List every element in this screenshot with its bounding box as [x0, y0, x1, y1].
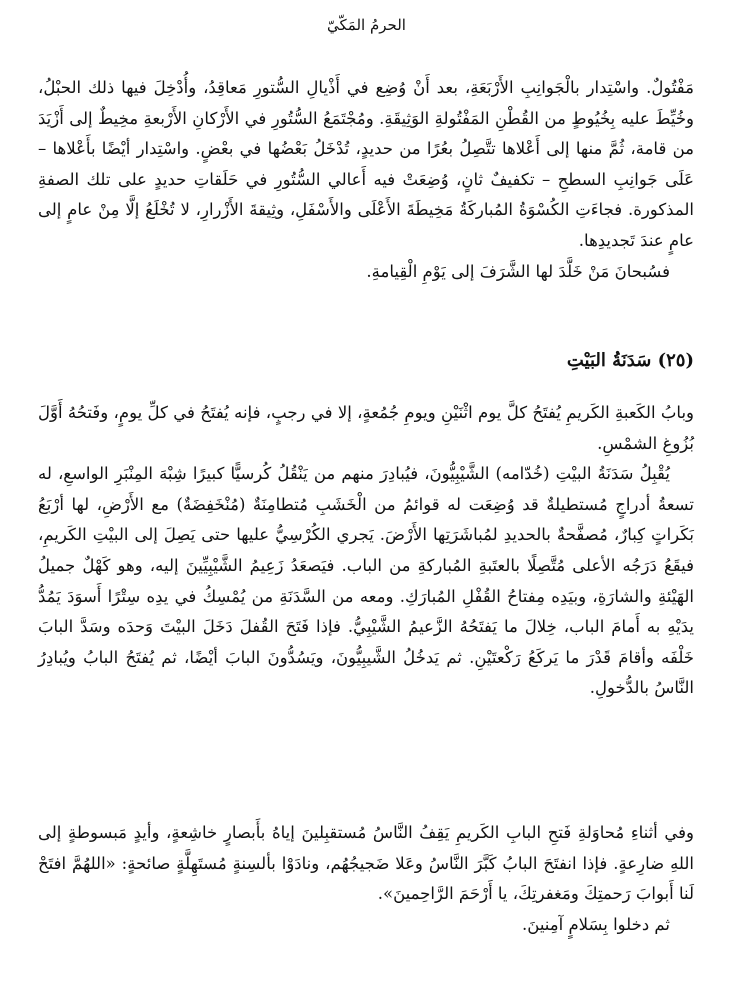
text-block-opening	[38, 818, 694, 940]
paragraph: وبابُ الكَعبةِ الكَريمِ يُفتَحُ كلَّ يوم اثْنَيْنِ ويومِ جُمُعةٍ، إلا في رجبٍ، فإنه يُفتَحُ في كلِّ يومٍ، وفَتحُهُ أَوَّلَ بُزُوغِ الشمْسِ.	[38, 403, 695, 453]
text-block-kiswa	[38, 73, 694, 287]
paragraph: ثم دخلوا بِسَلامٍ آمِنينَ.	[522, 914, 670, 934]
text-block-sadana	[38, 398, 694, 704]
running-head: الحرمُ المَكّيّ	[327, 16, 406, 34]
section-heading: (٢٥) سَدَنَةُ البَيْتِ	[566, 350, 694, 371]
paragraph: فسُبحانَ مَنْ خَلَّدَ لها الشَّرَفَ إلى يَوْمِ الْقِيامةِ.	[366, 261, 670, 281]
paragraph: وفي أثناءِ مُحاوَلةِ فَتحِ البابِ الكَريمِ يَقِفُ النَّاسُ مُستقبِلينَ إياهُ بأَبصارٍ خاشِعةٍ، وأيدٍ مَبسوطةٍ إلى اللهِ ضارِعةٍ. فإذا انفتَحَ البابُ كَبَّرَ النَّاسُ وعَلا ضَجيجُهُم، ونادَوْا بألسِنةٍ مُستَهِلَّةٍ صائحةٍ: «اللهُمَّ افتَحْ لَنا أَبوابَ رَحمتِكَ ومَغفرتِكَ، يا أَرْحَمَ الرَّاحِمينَ».	[38, 823, 694, 904]
paragraph: يُقْبِلُ سَدَنَةُ البيْتِ (خُدّامه) الشَّيْبِيُّونَ، فيُبادِرَ منهم من يَنْقُلُ كُرسيًّا كبيرًا شِبْهَ المِنْبَرِ الواسعِ، له تسعةُ أدراجٍ مُستطيلةٌ قد وُضِعَت له قوائمُ من الْخَشَبِ مُتطامِنَةٌ (مُنْخَفِضَةٌ) مع الأَرْضِ، لها أرْبَعُ بَكَراتٍ كِبارٌ، مُصفَّحةٌ بالحديدِ لمُباشَرَتِها الأَرْضَ. يَجري الكُرْسِيُّ عليها حتى يَصِلَ إلى البيْتِ الكَريمِ، فيقَعُ دَرَجُه الأعلى مُتَّصِلًا بالعتَبةِ المُباركةِ من الباب. فيَصعَدُ زَعِيمُ الشَّيْبِيِّينَ إليه، وهو كَهْلٌ جميلُ الهَيْئةِ والشارَةِ، وبيَدِه مِفتاحُ القُفْلِ المُبارَكِ. ومعه من السَّدَنَةِ من يُمْسِكُ في يدِه سِتْرًا أَسوَدَ يَمُدُّ يدَيْهِ به أَمامَ الباب، خِلالَ ما يَفتَحُهُ الزَّعيمُ الشَّيْبِيُّ. فإذا فَتَحَ القُفلَ دَخَلَ البيْتَ وَحدَه وسَدَّ البابَ خَلْفَه وأقامَ قَدْرَ ما يَركَعُ رَكْعتَيْنِ. ثم يَدخُلُ الشَّيبِيُّونَ، ويَسُدُّونَ البابَ أيْضًا، ثم يُفتَحُ البابُ ويُبادِرُ النَّاسُ بالدُّخولِ.	[38, 464, 694, 698]
paragraph: مَفْتُولٌ. واسْتِدار بالْجَوانِبِ الأَرْبَعَةِ، بعد أَنْ وُضِع في أَذْيالِ السُّتورِ مَعاقِدُ، وأُدْخِلَ فيها ذلك الحبْلُ، وخُيِّطَ عليه بِخُيُوطٍ من القُطْنِ المَفْتُولةِ الوَثِيقَةِ. ومُجْتَمَعُ السُّتُورِ في الأَرْكانِ الأَرْبعةِ مخِيطٌ إلى أَزْيَدَ من قامة، ثُمَّ منها إلى أَعْلاها تتَّصِلُ بعُرًا من حديدٍ، تُدْخَلُ بَعْضُها في بعْضٍ. واسْتِدار أيْضًا بأَعْلاها – عَلَى جَوانِبِ السطحِ – تكفيفٌ ثانٍ، وُضِعَتْ فيه أَعالي السُّتُورِ في حَلَقاتِ حديدٍ على تلك الصفةِ المذكورة. فجاءَتِ الكُسْوَةُ المُباركَةُ مَخِيطَةَ الأَعْلَى والأَسْفَلِ، وثِيقةَ الأَزْرارِ، لا تُخْلَعُ إلَّا مِنْ عامٍ إلى عامٍ عندَ تَجديدِها.	[38, 78, 694, 250]
